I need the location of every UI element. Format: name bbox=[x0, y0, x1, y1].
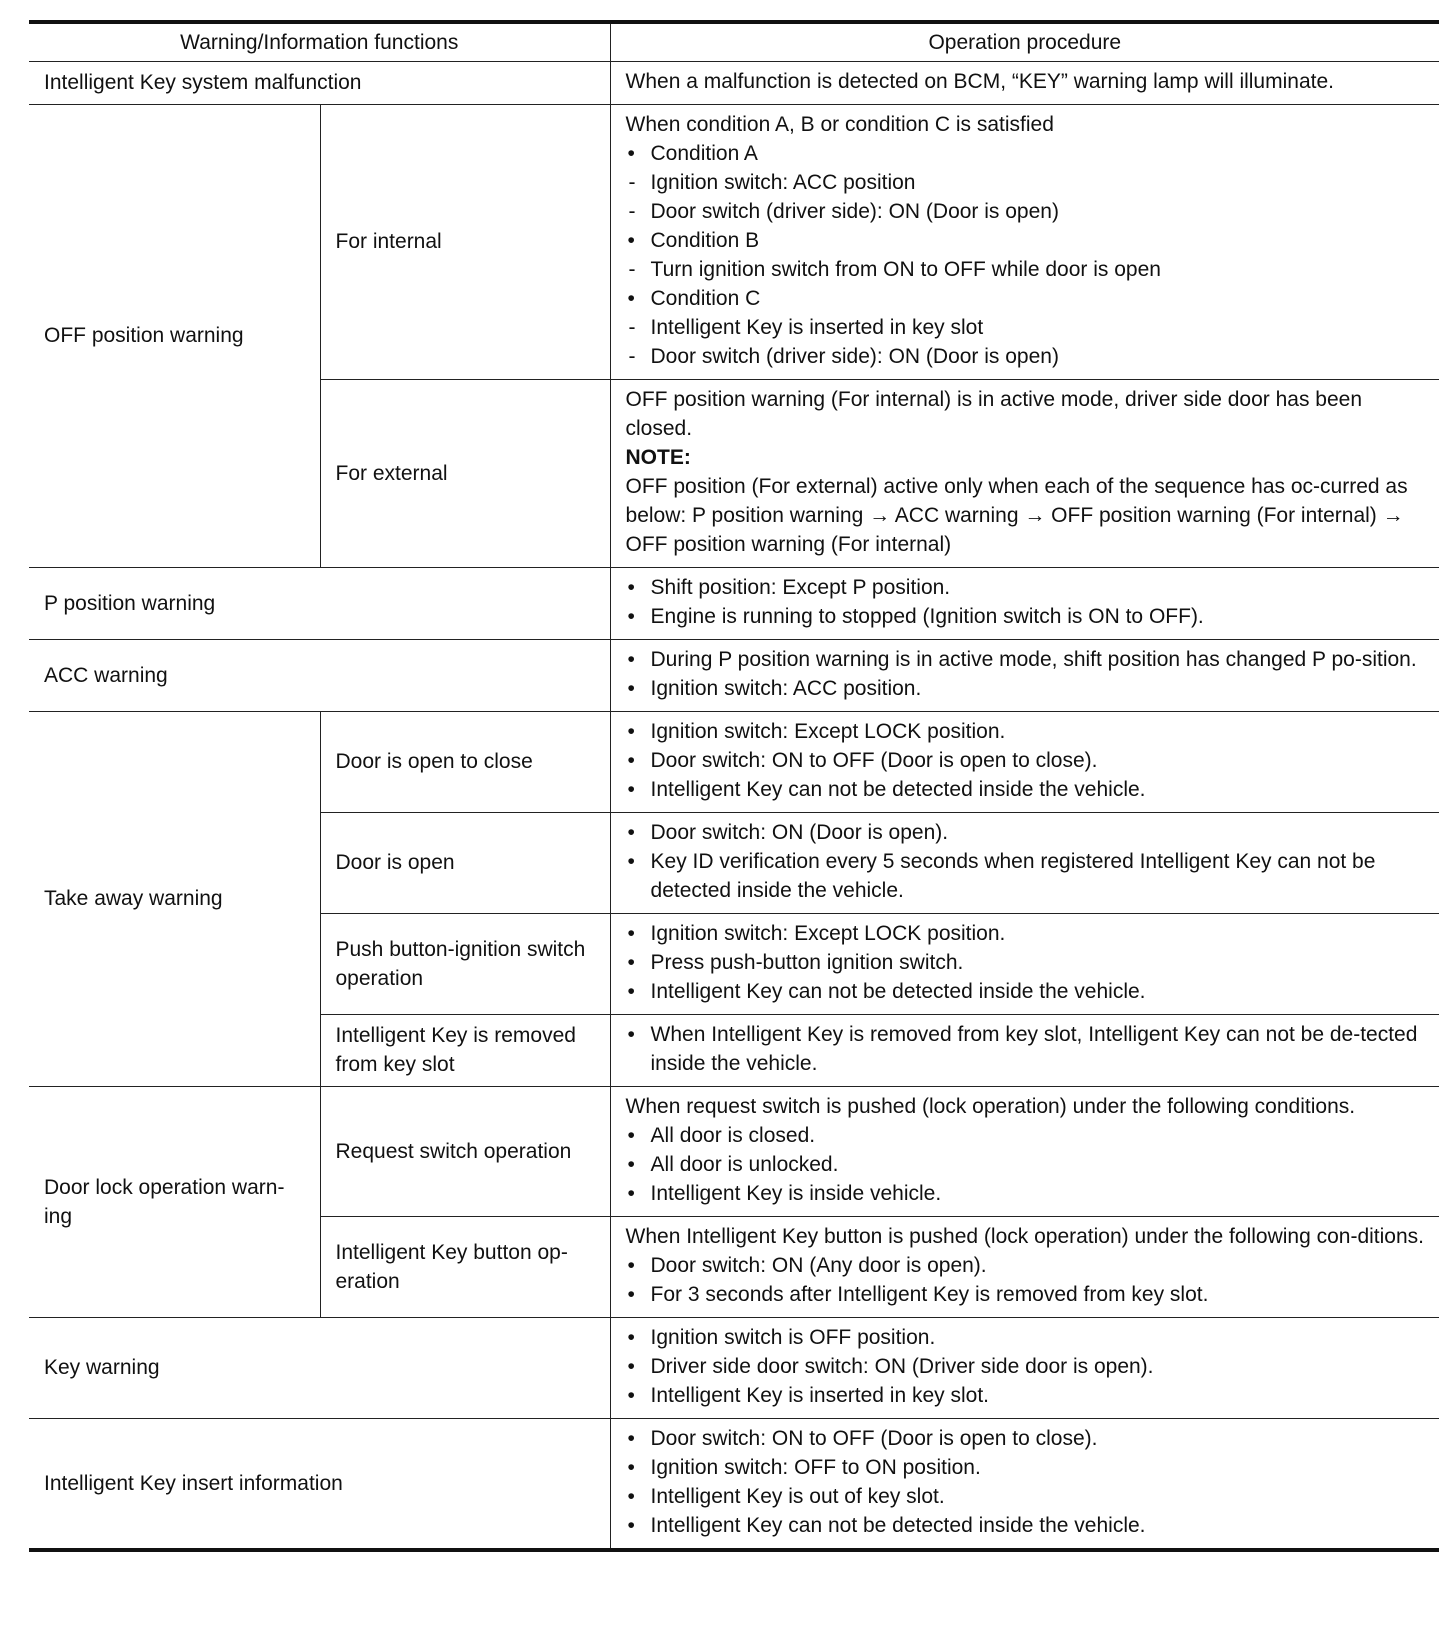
list-item: • Condition C bbox=[626, 284, 1428, 313]
list-item: • Intelligent Key can not be detected inside the vehicle. bbox=[626, 775, 1428, 804]
procedure-intro: When request switch is pushed (lock operation) under the following conditions. bbox=[625, 1095, 1356, 1118]
list-item: • Engine is running to stopped (Ignition switch is ON to OFF). bbox=[626, 602, 1428, 631]
table-row bbox=[29, 712, 1439, 813]
procedure-text: OFF position (For external) active only when each of the sequence has oc-curred as below: P position warning → ACC warning → OFF position warning (For internal) → OFF position warning (For internal) bbox=[625, 475, 1408, 556]
procedure-cell bbox=[610, 914, 1439, 1015]
list-item: - Turn ignition switch from ON to OFF while door is open bbox=[626, 255, 1428, 284]
function-cell: Key warning bbox=[29, 1318, 610, 1419]
table-row bbox=[29, 568, 1439, 640]
function-cell: Intelligent Key system malfunction bbox=[29, 62, 610, 105]
function-cell: ACC warning bbox=[29, 640, 610, 712]
procedure-list bbox=[626, 1121, 1428, 1208]
note-label: NOTE: bbox=[625, 446, 691, 469]
list-item: - Door switch (driver side): ON (Door is open) bbox=[626, 342, 1428, 371]
list-item: • Condition B bbox=[626, 226, 1428, 255]
header-procedure: Operation procedure bbox=[610, 22, 1439, 62]
table-row bbox=[29, 1318, 1439, 1419]
table-row bbox=[29, 1087, 1439, 1217]
list-item: • Intelligent Key is inserted in key slot. bbox=[626, 1381, 1428, 1410]
procedure-cell bbox=[610, 568, 1439, 640]
procedure-intro: When condition A, B or condition C is satisfied bbox=[625, 113, 1054, 136]
list-item: - Ignition switch: ACC position bbox=[626, 168, 1428, 197]
table-header-row bbox=[29, 22, 1439, 62]
sub-function-cell: Request switch operation bbox=[320, 1087, 610, 1217]
list-item: • Door switch: ON (Door is open). bbox=[626, 818, 1428, 847]
procedure-list bbox=[626, 717, 1428, 804]
list-item: • Ignition switch: Except LOCK position. bbox=[626, 919, 1428, 948]
procedure-list bbox=[626, 919, 1428, 1006]
function-cell: Take away warning bbox=[29, 712, 320, 1087]
list-item: • Key ID verification every 5 seconds when registered Intelligent Key can not be detected inside the vehicle. bbox=[626, 847, 1428, 905]
list-item: • When Intelligent Key is removed from key slot, Intelligent Key can not be de-tected inside the vehicle. bbox=[626, 1020, 1428, 1078]
list-item: • Ignition switch: Except LOCK position. bbox=[626, 717, 1428, 746]
list-item: • Intelligent Key can not be detected inside the vehicle. bbox=[626, 977, 1428, 1006]
table-row bbox=[29, 1419, 1439, 1551]
list-item: • Press push-button ignition switch. bbox=[626, 948, 1428, 977]
header-functions: Warning/Information functions bbox=[29, 22, 610, 62]
function-cell: Door lock operation warn-ing bbox=[29, 1087, 320, 1318]
sub-function-cell: For external bbox=[320, 380, 610, 568]
procedure-cell bbox=[610, 1419, 1439, 1551]
procedure-list bbox=[626, 1020, 1428, 1078]
list-item: • Door switch: ON (Any door is open). bbox=[626, 1251, 1428, 1280]
procedure-cell bbox=[610, 1015, 1439, 1087]
procedure-intro: When Intelligent Key button is pushed (lock operation) under the following con-ditions. bbox=[625, 1225, 1424, 1248]
procedure-cell bbox=[610, 380, 1439, 568]
list-item: • Ignition switch: OFF to ON position. bbox=[626, 1453, 1428, 1482]
list-item: • Intelligent Key is inside vehicle. bbox=[626, 1179, 1428, 1208]
sub-function-cell: Intelligent Key button op-eration bbox=[320, 1217, 610, 1318]
list-item: • Driver side door switch: ON (Driver side door is open). bbox=[626, 1352, 1428, 1381]
sub-function-cell: For internal bbox=[320, 105, 610, 380]
list-item: - Door switch (driver side): ON (Door is open) bbox=[626, 197, 1428, 226]
procedure-list bbox=[626, 645, 1428, 703]
procedure-cell: When a malfunction is detected on BCM, “KEY” warning lamp will illuminate. bbox=[610, 62, 1439, 105]
function-cell: P position warning bbox=[29, 568, 610, 640]
list-item: • Condition A bbox=[626, 139, 1428, 168]
table-row bbox=[29, 640, 1439, 712]
list-item: - Intelligent Key is inserted in key slot bbox=[626, 313, 1428, 342]
list-item: • All door is closed. bbox=[626, 1121, 1428, 1150]
procedure-list bbox=[626, 139, 1428, 371]
table-row bbox=[29, 105, 1439, 380]
procedure-list bbox=[626, 1323, 1428, 1410]
table-row bbox=[29, 62, 1439, 105]
list-item: • Ignition switch is OFF position. bbox=[626, 1323, 1428, 1352]
procedure-list bbox=[626, 818, 1428, 905]
list-item: • Intelligent Key can not be detected inside the vehicle. bbox=[626, 1511, 1428, 1540]
procedure-cell bbox=[610, 1217, 1439, 1318]
procedure-cell bbox=[610, 712, 1439, 813]
procedure-text: OFF position warning (For internal) is in active mode, driver side door has been closed. bbox=[625, 388, 1363, 440]
function-cell: Intelligent Key insert information bbox=[29, 1419, 610, 1551]
list-item: • All door is unlocked. bbox=[626, 1150, 1428, 1179]
procedure-list bbox=[626, 1424, 1428, 1540]
procedure-cell bbox=[610, 105, 1439, 380]
list-item: • During P position warning is in active mode, shift position has changed P po-sition. bbox=[626, 645, 1428, 674]
list-item: • For 3 seconds after Intelligent Key is removed from key slot. bbox=[626, 1280, 1428, 1309]
procedure-cell bbox=[610, 640, 1439, 712]
sub-function-cell: Intelligent Key is removed from key slot bbox=[320, 1015, 610, 1087]
list-item: • Intelligent Key is out of key slot. bbox=[626, 1482, 1428, 1511]
procedure-cell bbox=[610, 1318, 1439, 1419]
procedure-cell bbox=[610, 1087, 1439, 1217]
list-item: • Door switch: ON to OFF (Door is open to close). bbox=[626, 1424, 1428, 1453]
sub-function-cell: Door is open bbox=[320, 813, 610, 914]
function-cell: OFF position warning bbox=[29, 105, 320, 568]
list-item: • Shift position: Except P position. bbox=[626, 573, 1428, 602]
warning-function-table bbox=[29, 20, 1439, 1552]
procedure-list bbox=[626, 1251, 1428, 1309]
procedure-list bbox=[626, 573, 1428, 631]
list-item: • Ignition switch: ACC position. bbox=[626, 674, 1428, 703]
sub-function-cell: Push button-ignition switch operation bbox=[320, 914, 610, 1015]
sub-function-cell: Door is open to close bbox=[320, 712, 610, 813]
list-item: • Door switch: ON to OFF (Door is open to close). bbox=[626, 746, 1428, 775]
procedure-cell bbox=[610, 813, 1439, 914]
